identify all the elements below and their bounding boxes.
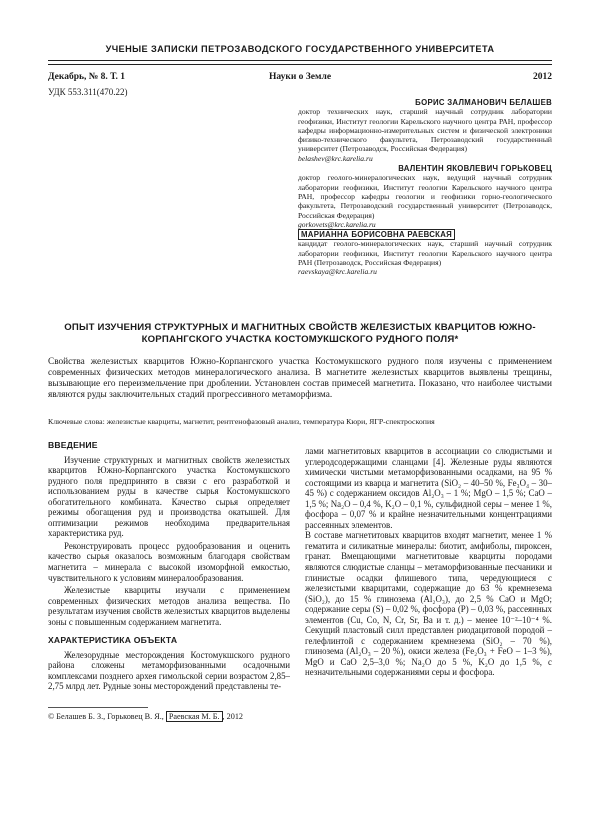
header-rule-bottom (48, 64, 552, 65)
author-block (298, 97, 552, 278)
section-name: Науки о Земле (268, 72, 332, 82)
author-name-boxed (298, 230, 552, 239)
author-entry (298, 98, 552, 163)
paragraph: Изучение структурных и магнитных свойств железистых кварцитов Южно-Корпангского участка Костомукшского рудного поля предпринято в связи с его разработкой и использованием руды в качестве сырья Костомукшского обогатительного комбината. Качество сырья определяет режимы обогащения руд и производства окатышей. Для оптимизации режимов необходима предварительная характеристика руд. (48, 454, 290, 539)
udc-code: УДК 553.311(470.22) (48, 87, 128, 97)
section-heading-object: ХАРАКТЕРИСТИКА ОБЪЕКТА (48, 635, 178, 646)
author-email[interactable]: raevskaya@krc.karelia.ru (298, 267, 377, 277)
paragraph: лами магнетитовых кварцитов в ассоциации со слюдистыми и углеродсодержащими сланцами [4]. Железные руды являются химически чистыми метаморфизованными осадками, на 95 % состоящими из кварца и магнетита (SiO₂ – 40–50 %, Fe₃O₄ – 30–45 %) с содержанием оксидов Al₂O₃ – 1 %; MgO – 1,5 %; CaO – 1,5 %; Na₂O – 0,4 %, K₂O – 0,1 %, сульфидной серы – менее 1 %, фосфора – 0,07 % и крайне незначительными концентрациями рассеянных элементов. (305, 446, 552, 530)
issue-year: 2012 (533, 72, 552, 82)
section-heading-intro: ВВЕДЕНИЕ (48, 440, 98, 450)
author-name: БОРИС ЗАЛМАНОВИЧ БЕЛАШЕВ (415, 98, 552, 107)
author-email[interactable]: gorkovets@krc.karelia.ru (298, 219, 376, 229)
journal-title: УЧЕНЫЕ ЗАПИСКИ ПЕТРОЗАВОДСКОГО ГОСУДАРСТВЕННОГО УНИВЕРСИТЕТА (105, 44, 495, 54)
paragraph: Железорудные месторождения Костомукшского рудного района сложены метаморфизованными осадочными комплексами позднего архея гимольской серии возрастом 2,85–2,75 млрд лет. Рудные зоны месторождений представлены те- (48, 649, 290, 692)
issue-info: Декабрь, № 8. Т. 1 (48, 72, 126, 82)
copyright-author-boxed: Раевская М. Б. (166, 711, 223, 722)
paragraph: В составе магнетитовых кварцитов входят магнетит, менее 1 % гематита и силикатные минералы: биотит, амфиболы, пироксен, гранат. Вмещающими магнетитовые кварциты породами являются слюдистые сланцы – метаморфизованные песчаники и глинистые осадки флишевого типа, чередующиеся с железистыми кварцитами, содержащие до 63 % кремнезема (SiO₂), до 15 % глинозема (Al₂O₃), до 2,5 % CaO и MgO; содержание серы (S) – 0,02 %, фосфора (P) – 0,03 %, рассеянных элементов (Cu, Co, N, Cr, Sr, Ba и т. д.) – менее 10⁻²–10⁻⁴ %. Секущий пластовый силл представлен риодацитовой породой – гелефлинтой с содержанием кремнезема (SiO₂ – 70 %), глинозема (Al₂O₃ – 20 %), окиси железа (Fe₂O₃ + FeO – 1–3 %), MgO и CaO 2,5–3,0 %; Na₂O до 5 %, K₂O до 1,5 %, с незначительными содержаниями серы и фосфора. (305, 530, 552, 678)
author-name: ВАЛЕНТИН ЯКОВЛЕВИЧ ГОРЬКОВЕЦ (398, 164, 552, 174)
author-entry (298, 230, 552, 276)
author-affiliation: доктор технических наук, старший научный сотрудник лаборатории геофизики, Институт геологии Карельского научного центра РАН, профессор кафедры информационно-измерительных систем и физической электроники физико-технического факультета, Петрозаводский государственный университет (Петрозаводск, Российская Федерация) (298, 107, 552, 154)
author-affiliation: доктор геолого-минералогических наук, ведущий научный сотрудник лаборатории геофизики, Институт геологии Карельского научного центра РАН, профессор кафедры геологии и геофизики горно-геологического факультета, Петрозаводский государственный университет (Петрозаводск, Российская Федерация) (298, 173, 552, 220)
header-rule-top (48, 60, 552, 61)
author-name: МАРИАННА БОРИСОВНА РАЕВСКАЯ (298, 229, 455, 240)
right-column (305, 446, 552, 678)
copyright-text: © Белашев Б. З., Горьковец В. Я., (48, 712, 164, 721)
left-column (48, 440, 290, 694)
copyright-footer (48, 712, 243, 721)
article-title: ОПЫТ ИЗУЧЕНИЯ СТРУКТУРНЫХ И МАГНИТНЫХ СВОЙСТВ ЖЕЛЕЗИСТЫХ КВАРЦИТОВ ЮЖНО-КОРПАНГСКОГО УЧАСТКА КОСТОМУКШСКОГО РУДНОГО ПОЛЯ* (64, 322, 536, 345)
copyright-year: , 2012 (222, 712, 244, 721)
keywords: Ключевые слова: железистые кварциты, магнетит, рентгенофазовый анализ, температура Кюри, ЯГР-спектроскопия (48, 417, 435, 426)
abstract: Свойства железистых кварцитов Южно-Корпангского участка Костомукшского рудного поля изучены с применением современных физических методов минералогического анализа. В магнетите железистых кварцитов выявлены трещины, вызывающие его переизмельчение при дроблении. Установлен состав примесей магнетита. Показано, что наиболее чистыми являются руды заключительных стадий прогрессивного метаморфизма. (48, 357, 552, 400)
paragraph: Железистые кварциты изучали с применением современных физических методов анализа вещества. По результатам изучения свойств железистых кварцитов выделены зоны с повышенным содержанием магнетита. (48, 585, 290, 627)
footnote-rule (48, 707, 148, 708)
author-affiliation: кандидат геолого-минералогических наук, старший научный сотрудник лаборатории геофизики, Институт геологии Карельского научного центра РАН (Петрозаводск, Российская Федерация) (298, 239, 552, 268)
author-entry (298, 164, 552, 229)
author-email[interactable]: belashev@krc.karelia.ru (298, 153, 373, 163)
paragraph: Реконструировать процесс рудообразования и оценить качество сырья оказалось возможным благодаря свойствам магнетита – минерала с высокой изоморфной емкостью, чувствительного к условиям минералообразования. (48, 540, 290, 583)
